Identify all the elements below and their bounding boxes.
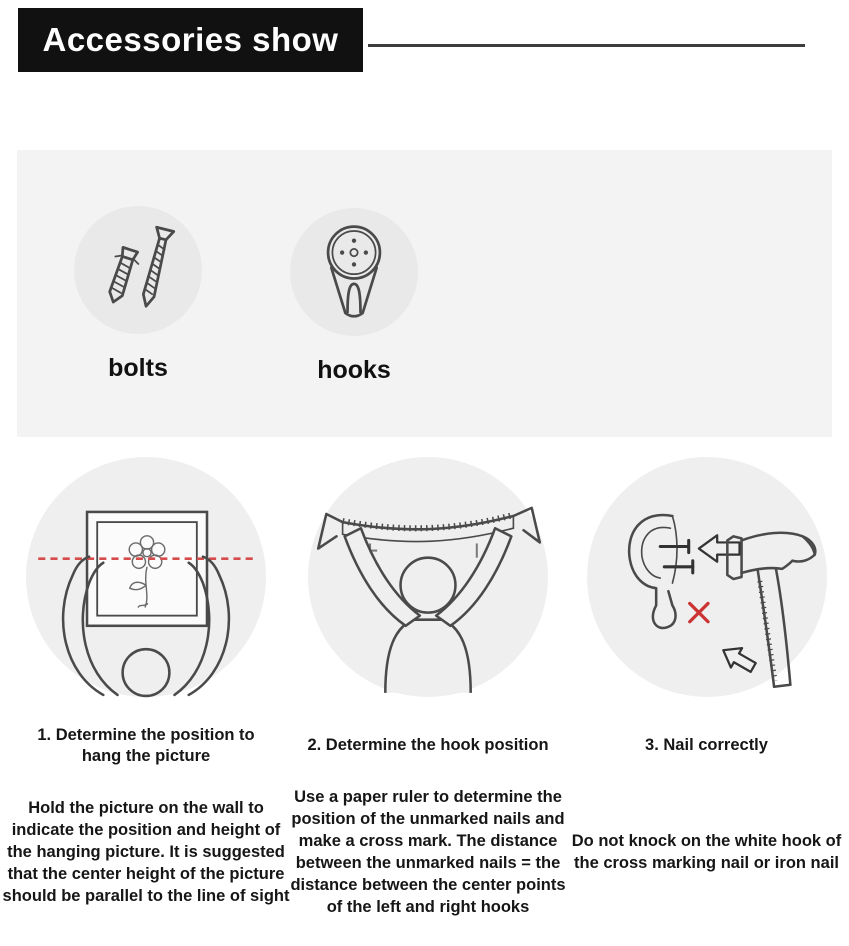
page-title: Accessories show: [18, 8, 363, 72]
step-3-title: 3. Nail correctly: [645, 736, 768, 755]
step-3-description: Do not knock on the white hook of the cross marking nail or iron nail: [571, 832, 842, 872]
step-1-description: Hold the picture on the wall to indicate the position and height of the hanging picture. It is suggested that the center height of the picture should be parallel to the line of sight: [2, 799, 290, 905]
accessories-panel: [17, 150, 832, 437]
bolts-icon: [83, 215, 193, 325]
hooks-image-circle: [290, 208, 418, 336]
step-2-title: 2. Determine the hook position: [307, 736, 549, 755]
header: [0, 0, 849, 150]
hooks-label: hooks: [317, 356, 391, 384]
step-1: [0, 455, 292, 927]
step-2: [292, 455, 564, 927]
hook-icon: [300, 218, 408, 326]
paper-ruler-illustration: [306, 455, 550, 699]
step-1-title: 1. Determine the position to hang the picture: [37, 725, 255, 765]
steps-section: [0, 455, 849, 927]
step-3: [564, 455, 849, 927]
accessory-item-bolts: [63, 206, 213, 383]
accessory-item-hooks: [279, 208, 429, 385]
hammer-nail-illustration: [585, 455, 829, 699]
bolts-image-circle: [74, 206, 202, 334]
header-divider-line: [368, 44, 805, 47]
hold-picture-illustration: [24, 455, 268, 699]
bolts-label: bolts: [108, 354, 168, 382]
step-2-description: Use a paper ruler to determine the position of the unmarked nails and make a cross mark. The distance between the unmarked nails = the distance between the center points of the left and right hooks: [290, 788, 566, 916]
